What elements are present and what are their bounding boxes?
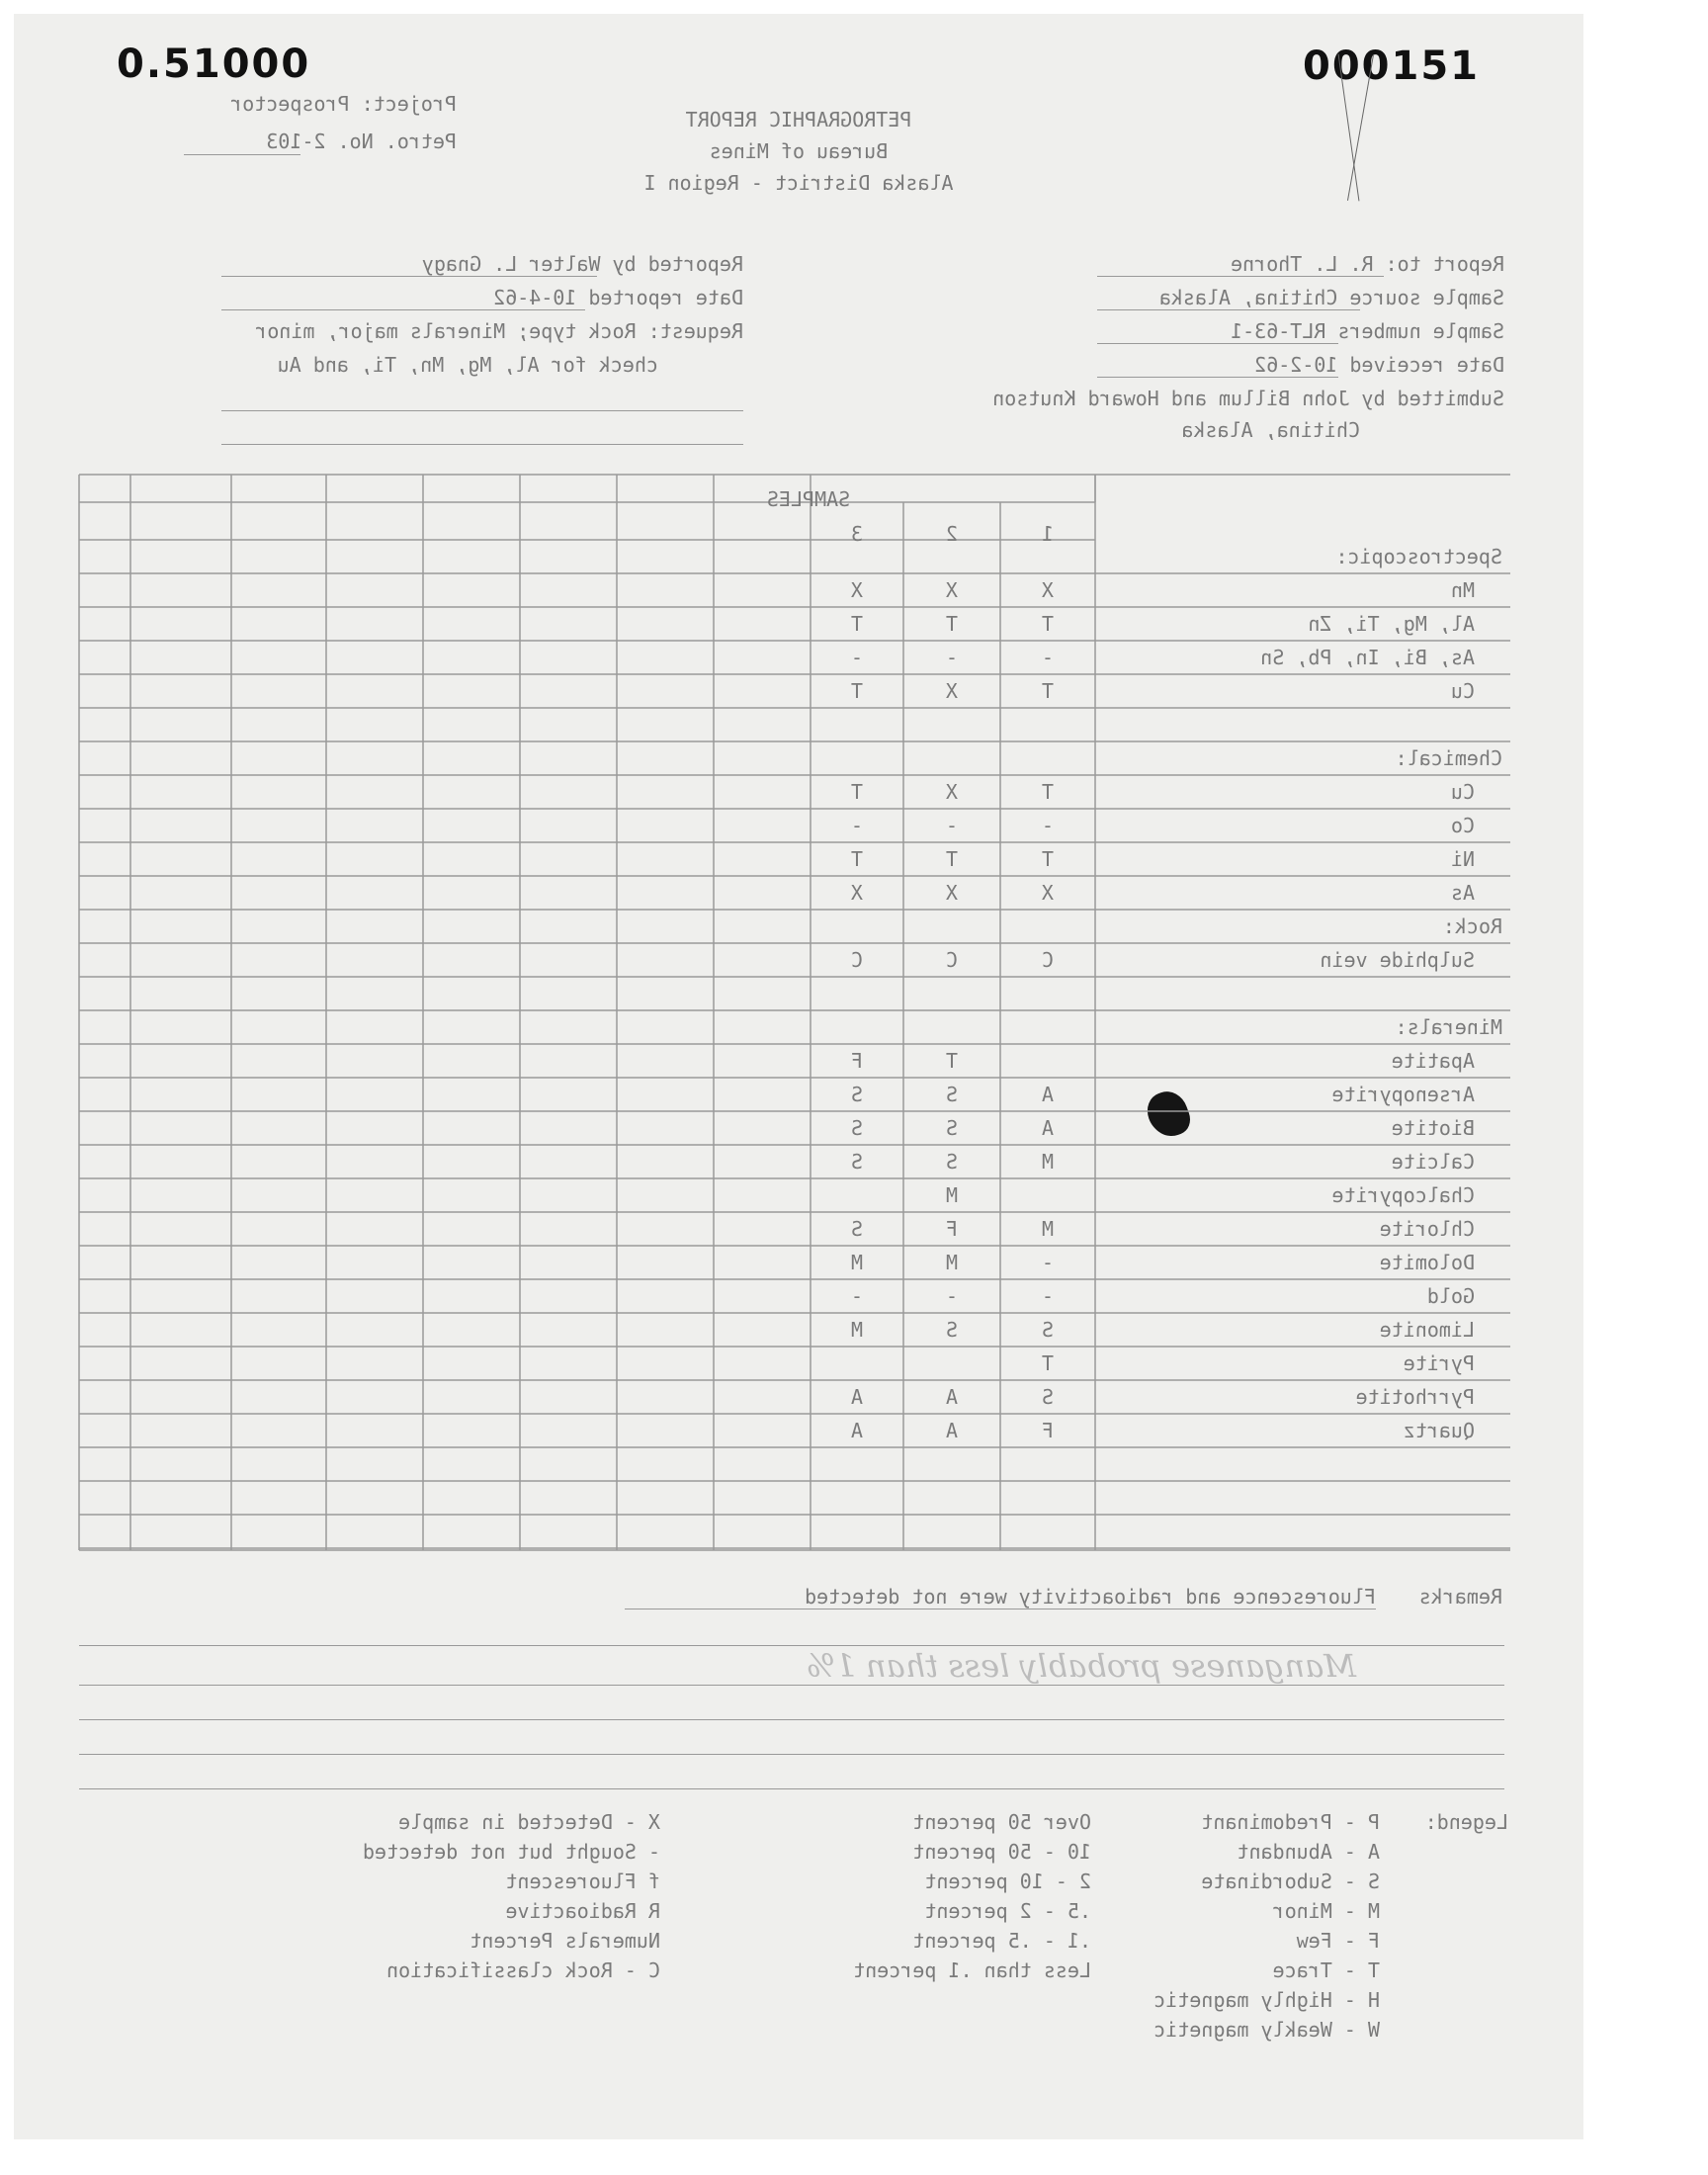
samples-header: SAMPLES <box>766 487 851 511</box>
row-label: Minerals: <box>1395 1015 1502 1039</box>
sample-number-1: 1 <box>1041 522 1055 546</box>
legend-symbol: - Sought but not detected <box>362 1840 660 1864</box>
cell-value: T <box>945 1049 959 1073</box>
row-label: Chlorite <box>1379 1217 1475 1241</box>
district: Alaska District - Region I <box>643 171 954 195</box>
petro-number: Petro. No. 2-103 <box>266 130 457 153</box>
underline <box>79 1645 1504 1646</box>
cell-value: X <box>1041 881 1055 905</box>
cell-value: C <box>945 948 959 972</box>
cell-value: T <box>945 612 959 636</box>
row-label: Gold <box>1426 1284 1475 1308</box>
cell-value: C <box>850 948 864 972</box>
cell-value: X <box>850 881 864 905</box>
cell-value: C <box>1041 948 1055 972</box>
cell-value: A <box>850 1419 864 1442</box>
cell-value: F <box>850 1049 864 1073</box>
date-received-value: 10-2-62 <box>1254 353 1338 377</box>
cell-value: T <box>850 612 864 636</box>
cell-value: T <box>945 847 959 871</box>
cell-value: S <box>945 1150 959 1174</box>
legend-code: A - Abundant <box>1237 1840 1380 1864</box>
row-label: Limonite <box>1379 1318 1475 1342</box>
cell-value: T <box>850 847 864 871</box>
row-label: Cu <box>1450 679 1475 703</box>
row-label: Cu <box>1450 780 1475 804</box>
request-detail: check for Al, Mg, Mn, Ti, and Au <box>277 353 658 377</box>
cell-value: T <box>1041 679 1055 703</box>
row-label: Al, Mg, Ti, Zn <box>1308 612 1475 636</box>
cell-value: S <box>850 1116 864 1140</box>
handwritten-note: Manganese probably less than 1% <box>806 1647 1356 1685</box>
legend-symbol: X - Detected in sample <box>398 1810 660 1834</box>
row-label: Apatite <box>1391 1049 1475 1073</box>
underline <box>79 1788 1504 1789</box>
cell-value: - <box>945 814 959 837</box>
legend-label: Legend: <box>1424 1810 1508 1834</box>
legend-code: H - Highly magnetic <box>1153 1988 1380 2012</box>
cell-value: A <box>850 1385 864 1409</box>
cell-value: T <box>1041 847 1055 871</box>
cell-value: T <box>1041 612 1055 636</box>
cell-value: X <box>945 881 959 905</box>
legend-symbol: f Fluorescent <box>505 1870 660 1893</box>
reported-by-label: Reported by <box>612 252 743 276</box>
cell-value: M <box>850 1251 864 1274</box>
report-title: PETROGRAPHIC REPORT <box>685 108 912 131</box>
remarks-text: Fluorescence and radioactivity were not detected <box>805 1585 1376 1609</box>
cell-value: S <box>945 1318 959 1342</box>
mirrored-bleed-through <box>14 14 1583 2139</box>
submitter-location: Chitina, Alaska <box>1181 418 1360 442</box>
sample-numbers-label: Sample numbers <box>1337 319 1504 343</box>
cell-value: F <box>945 1217 959 1241</box>
legend-symbol: Numerals Percent <box>470 1929 660 1953</box>
row-label: Calcite <box>1391 1150 1475 1174</box>
row-label: Pyrrhotite <box>1355 1385 1475 1409</box>
legend-range: .1 - .5 percent <box>912 1929 1091 1953</box>
cell-value: T <box>850 780 864 804</box>
agency: Bureau of Mines <box>709 139 889 163</box>
cell-value: A <box>1041 1116 1055 1140</box>
cell-value: A <box>945 1419 959 1442</box>
cell-value: - <box>945 1284 959 1308</box>
cell-value: T <box>850 679 864 703</box>
legend-code: T - Trace <box>1272 1958 1380 1982</box>
cell-value: M <box>1041 1150 1055 1174</box>
cell-value: - <box>1041 814 1055 837</box>
row-label: Ni <box>1450 847 1475 871</box>
row-label: Pyrite <box>1403 1351 1475 1375</box>
cell-value: S <box>1041 1385 1055 1409</box>
cell-value: X <box>945 679 959 703</box>
row-label: Spectroscopic: <box>1335 545 1502 568</box>
legend-code: P - Predominant <box>1201 1810 1380 1834</box>
legend-symbol: R Radioactive <box>505 1899 660 1923</box>
cell-value: X <box>850 578 864 602</box>
reported-by-value: Walter L. Gnagy <box>421 252 601 276</box>
cell-value: T <box>1041 1351 1055 1375</box>
report-to-label: Report to: <box>1385 252 1504 276</box>
cell-value: T <box>1041 780 1055 804</box>
stamp-right: 000151 <box>1303 44 1480 89</box>
cell-value: M <box>945 1183 959 1207</box>
project-label: Project: Prospector <box>230 92 457 116</box>
cell-value: - <box>1041 1284 1055 1308</box>
cell-value: M <box>850 1318 864 1342</box>
row-label: Quartz <box>1403 1419 1475 1442</box>
sample-number-3: 3 <box>850 522 864 546</box>
report-to-value: R. L. Thorne <box>1231 252 1374 276</box>
row-label: Chemical: <box>1395 746 1502 770</box>
legend-code: F - Few <box>1296 1929 1380 1953</box>
cell-value: - <box>1041 1251 1055 1274</box>
sample-number-2: 2 <box>945 522 959 546</box>
cell-value: - <box>850 814 864 837</box>
cell-value: A <box>1041 1083 1055 1106</box>
stamp-left: 0.51000 <box>117 42 311 87</box>
cell-value: S <box>850 1150 864 1174</box>
row-label: As, Bi, In, Pb, Sn <box>1260 646 1475 669</box>
submitted-by-value: John Billum and Howard Knutson <box>992 387 1350 410</box>
request-label: Request: <box>647 319 743 343</box>
cell-value: - <box>1041 646 1055 669</box>
remarks-label: Remarks <box>1418 1585 1502 1609</box>
row-label: Mn <box>1450 578 1475 602</box>
cell-value: M <box>1041 1217 1055 1241</box>
cell-value: F <box>1041 1419 1055 1442</box>
row-label: Sulphide vein <box>1320 948 1475 972</box>
underline <box>79 1719 1504 1720</box>
date-received-label: Date received <box>1349 353 1504 377</box>
cell-value: M <box>945 1251 959 1274</box>
legend-range: .5 - 2 percent <box>924 1899 1091 1923</box>
row-label: Dolomite <box>1379 1251 1475 1274</box>
sample-source-label: Sample source <box>1349 286 1504 309</box>
cell-value: - <box>850 1284 864 1308</box>
row-label: Chalcopyrite <box>1331 1183 1475 1207</box>
row-label: Co <box>1450 814 1475 837</box>
legend-code: W - Weakly magnetic <box>1153 2018 1380 2042</box>
request-value: Rock type; Minerals major, minor <box>255 319 637 343</box>
date-reported-value: 10-4-62 <box>493 286 577 309</box>
legend-range: Over 50 percent <box>912 1810 1091 1834</box>
cell-value: S <box>850 1083 864 1106</box>
cell-value: - <box>850 646 864 669</box>
row-label: Rock: <box>1442 914 1502 938</box>
legend-range: Less than .1 percent <box>853 1958 1091 1982</box>
cell-value: S <box>1041 1318 1055 1342</box>
row-label: As <box>1450 881 1475 905</box>
legend-range: 10 - 50 percent <box>912 1840 1091 1864</box>
row-label: Biotite <box>1391 1116 1475 1140</box>
underline <box>79 1754 1504 1755</box>
legend-range: 2 - 10 percent <box>924 1870 1091 1893</box>
submitted-by-label: Submitted by <box>1361 387 1504 410</box>
cell-value: S <box>945 1116 959 1140</box>
underline <box>79 1685 1504 1686</box>
cell-value: X <box>1041 578 1055 602</box>
underline <box>625 1609 1376 1610</box>
legend-code: M - Minor <box>1272 1899 1380 1923</box>
cell-value: S <box>850 1217 864 1241</box>
report-sheet <box>14 14 1583 2139</box>
row-label: Arsenopyrite <box>1331 1083 1475 1106</box>
cell-value: A <box>945 1385 959 1409</box>
legend-code: S - Subordinate <box>1201 1870 1380 1893</box>
cell-value: X <box>945 780 959 804</box>
date-reported-label: Date reported <box>588 286 743 309</box>
sample-numbers-value: RLT-63-1 <box>1231 319 1326 343</box>
cell-value: S <box>945 1083 959 1106</box>
sample-source-value: Chitina, Alaska <box>1158 286 1338 309</box>
cell-value: X <box>945 578 959 602</box>
legend-symbol: C - Rock classification <box>386 1958 660 1982</box>
cell-value: - <box>945 646 959 669</box>
